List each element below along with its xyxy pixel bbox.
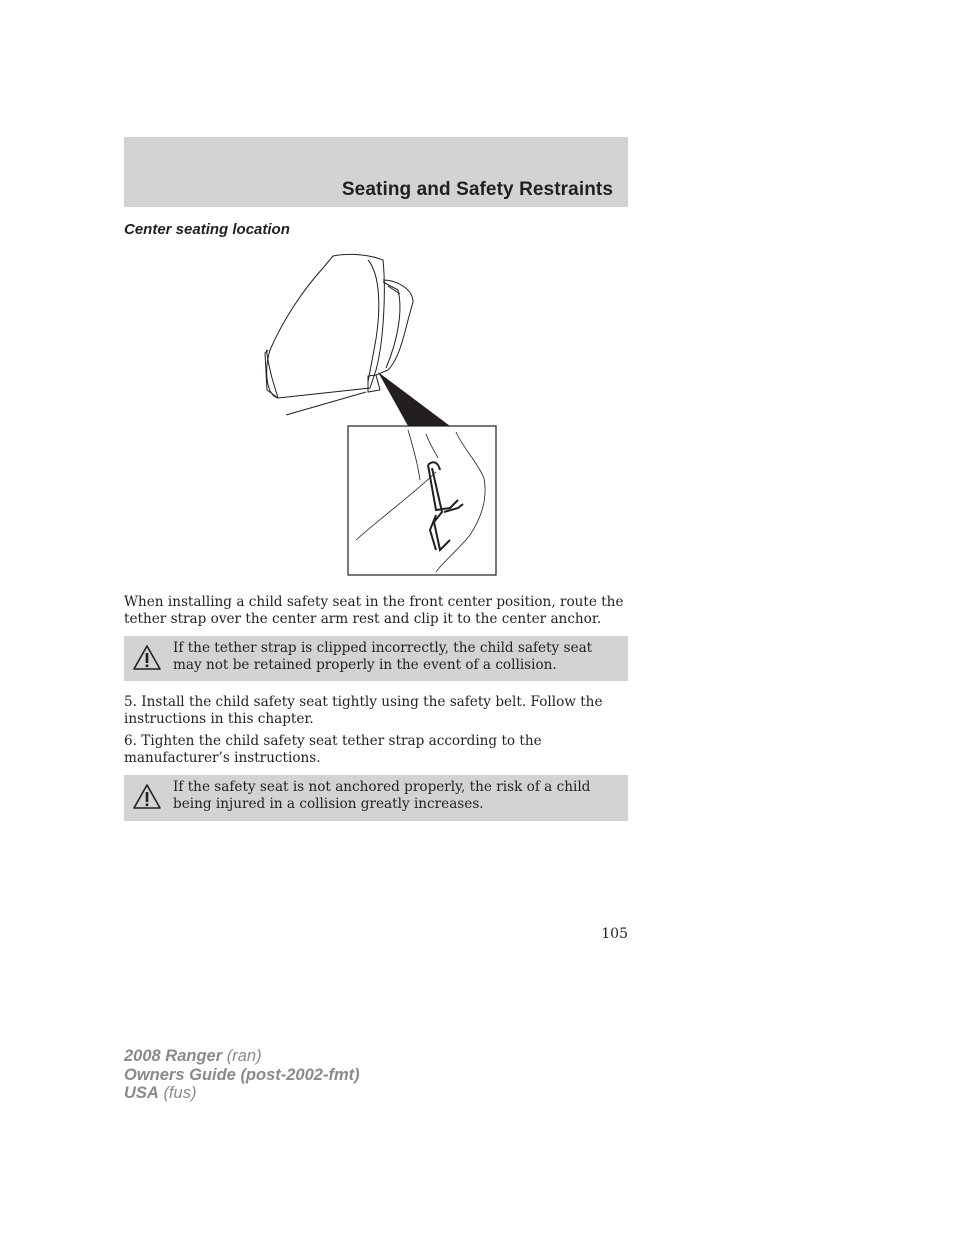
warning-triangle-icon <box>132 644 162 671</box>
step-6-paragraph: 6. Tighten the child safety seat tether strap according to the manufacturer’s instructions. <box>124 733 542 766</box>
footer-model-code: (ran) <box>226 1047 262 1065</box>
subsection-heading: Center seating location <box>124 221 290 238</box>
warning-triangle-icon <box>132 783 162 810</box>
footer-market: USA <box>124 1084 159 1102</box>
warning-text: If the safety seat is not anchored properly, the risk of a child being injured in a collision greatly increases. <box>173 779 591 812</box>
warning-text: If the tether strap is clipped incorrectly, the child safety seat may not be retained properly in the event of a collision. <box>173 640 593 673</box>
section-header-band <box>124 137 628 207</box>
section-title: Seating and Safety Restraints <box>341 179 613 200</box>
warning-box <box>124 775 628 821</box>
step-5-paragraph: 5. Install the child safety seat tightly using the safety belt. Follow the instructions in this chapter. <box>124 694 603 727</box>
footer-line-1 <box>124 1047 360 1066</box>
warning-box <box>124 636 628 681</box>
footer-guide: Owners Guide (post-2002-fmt) <box>124 1065 360 1084</box>
footer-line-3 <box>124 1084 360 1103</box>
footer-model: 2008 Ranger <box>124 1047 223 1065</box>
page-number: 105 <box>601 926 628 942</box>
footer-market-code: (fus) <box>163 1084 197 1102</box>
document-footer <box>124 1047 360 1103</box>
footer-line-2 <box>124 1066 360 1085</box>
child-seat-tether-anchor-illustration <box>258 250 508 580</box>
intro-paragraph: When installing a child safety seat in the front center position, route the tether strap over the center arm rest and clip it to the center anchor. <box>124 594 624 627</box>
